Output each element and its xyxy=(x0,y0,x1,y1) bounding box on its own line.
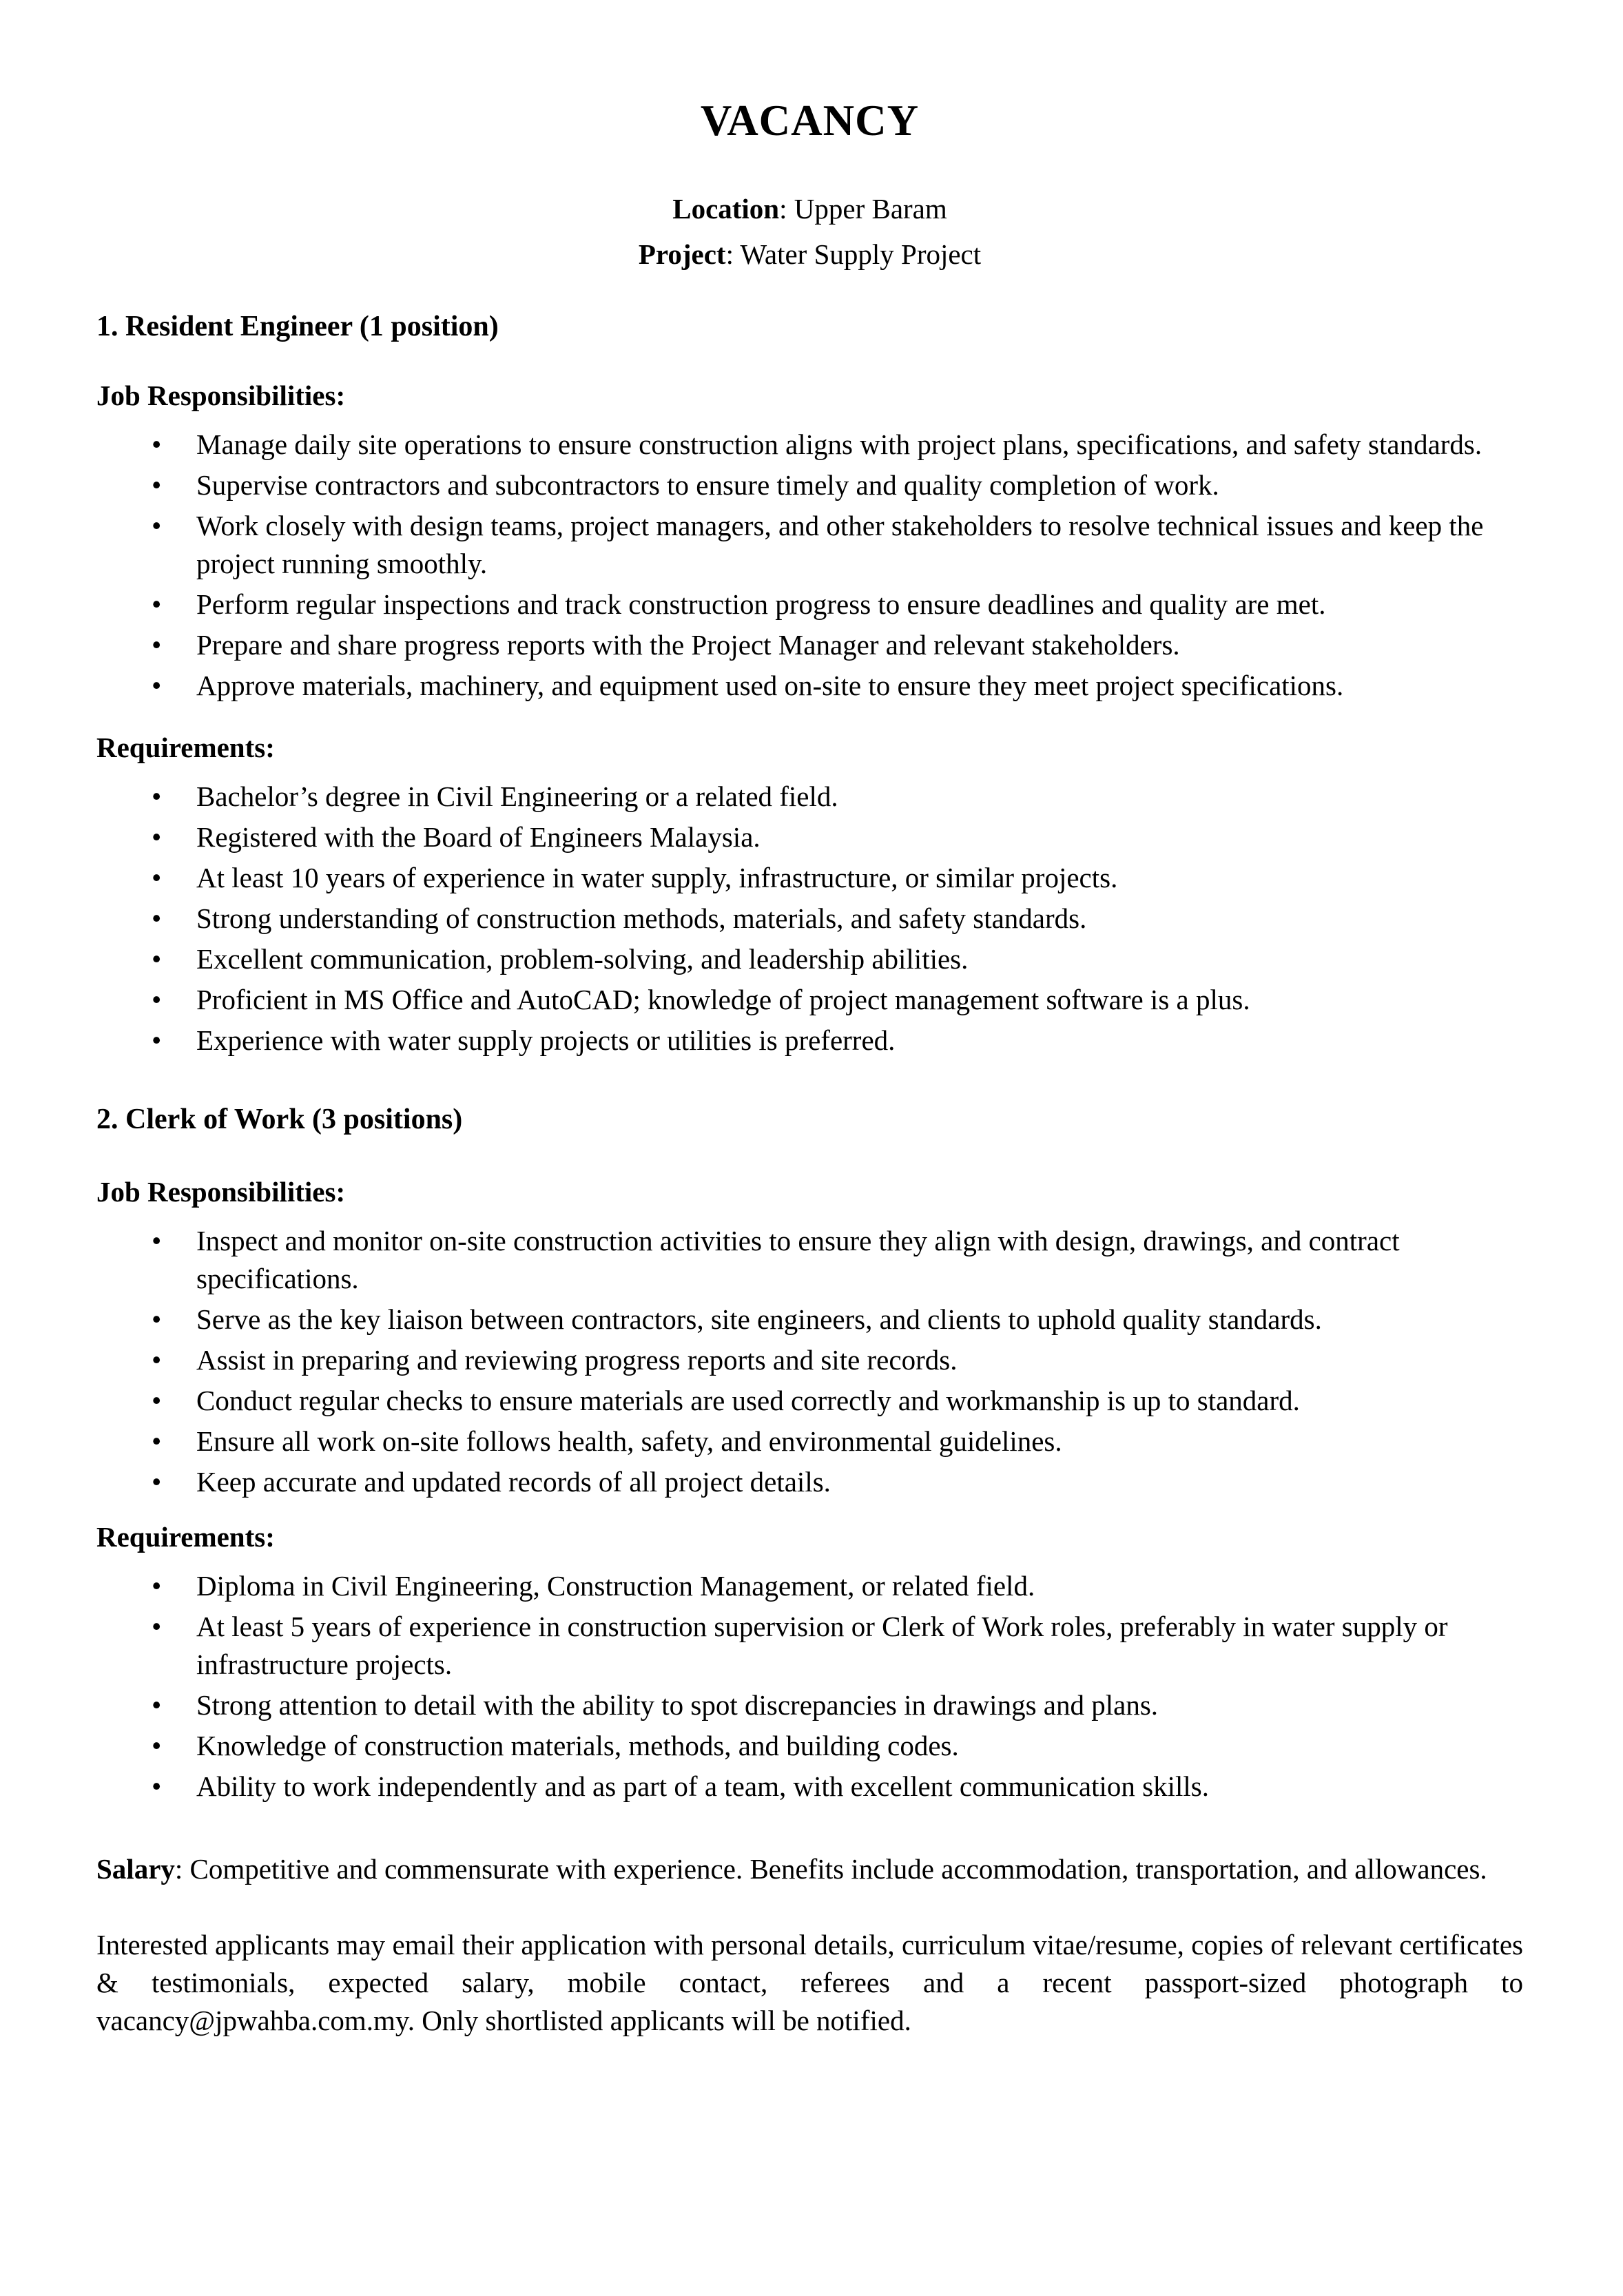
bullet-icon: • xyxy=(152,821,162,853)
section-2-responsibilities-list xyxy=(96,1222,1523,1501)
bullet-icon: • xyxy=(152,1570,162,1602)
group-heading-label: Job Responsibilities xyxy=(96,380,336,411)
meta-location-label: Location xyxy=(672,193,780,225)
list-item-text: Approve materials, machinery, and equipment used on-site to ensure they meet project specifications. xyxy=(196,670,1344,701)
meta-project-label: Project xyxy=(638,238,726,270)
list-item-text: At least 10 years of experience in water supply, infrastructure, or similar projects. xyxy=(196,862,1118,893)
list-item-text: Ensure all work on-site follows health, safety, and environmental guidelines. xyxy=(196,1425,1062,1457)
list-item xyxy=(96,626,1523,664)
list-item-text: Manage daily site operations to ensure construction aligns with project plans, specifications, and safety standards. xyxy=(196,428,1482,460)
list-item xyxy=(96,818,1523,856)
list-item-text: Prepare and share progress reports with the Project Manager and relevant stakeholders. xyxy=(196,629,1180,661)
bullet-icon: • xyxy=(152,1611,162,1642)
bullet-icon: • xyxy=(152,1225,162,1256)
section-2-responsibilities-heading xyxy=(96,1173,1523,1211)
group-heading-label: Requirements xyxy=(96,732,266,763)
bullet-icon: • xyxy=(152,943,162,975)
group-heading-label: Requirements xyxy=(96,1521,266,1553)
list-item xyxy=(96,466,1523,504)
section-1-requirements-list xyxy=(96,778,1523,1059)
list-item xyxy=(96,1341,1523,1379)
list-item-text: Strong attention to detail with the ability to spot discrepancies in drawings and plans. xyxy=(196,1689,1159,1721)
section-1-responsibilities-heading xyxy=(96,377,1523,415)
bullet-icon: • xyxy=(152,1425,162,1457)
list-item xyxy=(96,1022,1523,1059)
list-item xyxy=(96,1686,1523,1724)
list-item-text: Bachelor’s degree in Civil Engineering or a related field. xyxy=(196,780,838,812)
meta-project-line xyxy=(96,231,1523,277)
list-item xyxy=(96,507,1523,583)
list-item xyxy=(96,426,1523,464)
list-item xyxy=(96,1382,1523,1420)
list-item-text: Assist in preparing and reviewing progress reports and site records. xyxy=(196,1344,958,1376)
list-item xyxy=(96,667,1523,705)
list-item xyxy=(96,1768,1523,1806)
list-item xyxy=(96,900,1523,938)
group-heading-label: Job Responsibilities xyxy=(96,1176,336,1208)
list-item-text: Supervise contractors and subcontractors to ensure timely and quality completion of work. xyxy=(196,469,1219,501)
list-item-text: Perform regular inspections and track construction progress to ensure deadlines and quality are met. xyxy=(196,588,1326,620)
list-item-text: Inspect and monitor on-site construction activities to ensure they align with design, drawings, and contract specifications. xyxy=(196,1225,1400,1294)
group-heading-colon: : xyxy=(335,380,346,411)
bullet-icon: • xyxy=(152,1344,162,1376)
bullet-icon: • xyxy=(152,588,162,620)
salary-text: : Competitive and commensurate with experience. Benefits include accommodation, transportation, and allowances. xyxy=(174,1853,1487,1885)
salary-paragraph xyxy=(96,1850,1523,1888)
list-item xyxy=(96,1463,1523,1501)
closing-paragraph: Interested applicants may email their application with personal details, curriculum vitae/resume, copies of relevant certificates & testimonials, expected salary, mobile contact, referees and a recent passport-sized photograph to vacancy@jpwahba.com.my. Only shortlisted applicants will be notified. xyxy=(96,1929,1523,2036)
bullet-icon: • xyxy=(152,1730,162,1761)
bullet-icon: • xyxy=(152,428,162,460)
list-item-text: Proficient in MS Office and AutoCAD; knowledge of project management software is a plus. xyxy=(196,984,1250,1015)
bullet-icon: • xyxy=(152,1466,162,1498)
bullet-icon: • xyxy=(152,670,162,701)
list-item xyxy=(96,859,1523,897)
list-item-text: Strong understanding of construction methods, materials, and safety standards. xyxy=(196,902,1087,934)
section-2-requirements-list xyxy=(96,1567,1523,1806)
list-item xyxy=(96,778,1523,816)
section-2-heading: 2. Clerk of Work (3 positions) xyxy=(96,1104,463,1135)
bullet-icon: • xyxy=(152,902,162,934)
salary-label: Salary xyxy=(96,1853,175,1885)
bullet-icon: • xyxy=(152,1689,162,1721)
bullet-icon: • xyxy=(152,1385,162,1416)
document-title: VACANCY xyxy=(700,96,920,145)
list-item-text: Serve as the key liaison between contractors, site engineers, and clients to uphold quality standards. xyxy=(196,1303,1322,1335)
list-item-text: Keep accurate and updated records of all project details. xyxy=(196,1466,831,1498)
list-item-text: Conduct regular checks to ensure materials are used correctly and workmanship is up to standard. xyxy=(196,1385,1300,1416)
list-item xyxy=(96,1222,1523,1298)
section-2-requirements-heading xyxy=(96,1518,1523,1556)
section-1-responsibilities-list xyxy=(96,426,1523,705)
meta-project-value: : Water Supply Project xyxy=(725,238,982,270)
group-heading-colon: : xyxy=(265,732,275,763)
list-item-text: At least 5 years of experience in construction supervision or Clerk of Work roles, preferably in water supply or infrastructure projects. xyxy=(196,1611,1448,1680)
meta-location-line xyxy=(96,186,1523,231)
bullet-icon: • xyxy=(152,1770,162,1802)
bullet-icon: • xyxy=(152,984,162,1015)
bullet-icon: • xyxy=(152,1024,162,1056)
section-1-heading: 1. Resident Engineer (1 position) xyxy=(96,311,499,342)
list-item xyxy=(96,1423,1523,1460)
list-item xyxy=(96,1608,1523,1684)
meta-location-value: : Upper Baram xyxy=(779,193,947,225)
meta-block xyxy=(96,186,1523,277)
group-heading-colon: : xyxy=(335,1176,346,1208)
list-item-text: Knowledge of construction materials, methods, and building codes. xyxy=(196,1730,959,1761)
bullet-icon: • xyxy=(152,780,162,812)
bullet-icon: • xyxy=(152,862,162,893)
list-item-text: Ability to work independently and as part of a team, with excellent communication skills. xyxy=(196,1770,1209,1802)
list-item-text: Experience with water supply projects or utilities is preferred. xyxy=(196,1024,896,1056)
list-item-text: Excellent communication, problem-solving, and leadership abilities. xyxy=(196,943,969,975)
list-item xyxy=(96,1301,1523,1338)
list-item-text: Registered with the Board of Engineers Malaysia. xyxy=(196,821,761,853)
group-heading-colon: : xyxy=(265,1521,275,1553)
bullet-icon: • xyxy=(152,1303,162,1335)
list-item xyxy=(96,586,1523,623)
list-item xyxy=(96,1727,1523,1765)
list-item-text: Diploma in Civil Engineering, Construction Management, or related field. xyxy=(196,1570,1035,1602)
list-item xyxy=(96,1567,1523,1605)
bullet-icon: • xyxy=(152,629,162,661)
bullet-icon: • xyxy=(152,469,162,501)
list-item-text: Work closely with design teams, project managers, and other stakeholders to resolve technical issues and keep the project running smoothly. xyxy=(196,510,1484,579)
section-1-requirements-heading xyxy=(96,729,1523,767)
list-item xyxy=(96,981,1523,1019)
list-item xyxy=(96,940,1523,978)
bullet-icon: • xyxy=(152,510,162,541)
